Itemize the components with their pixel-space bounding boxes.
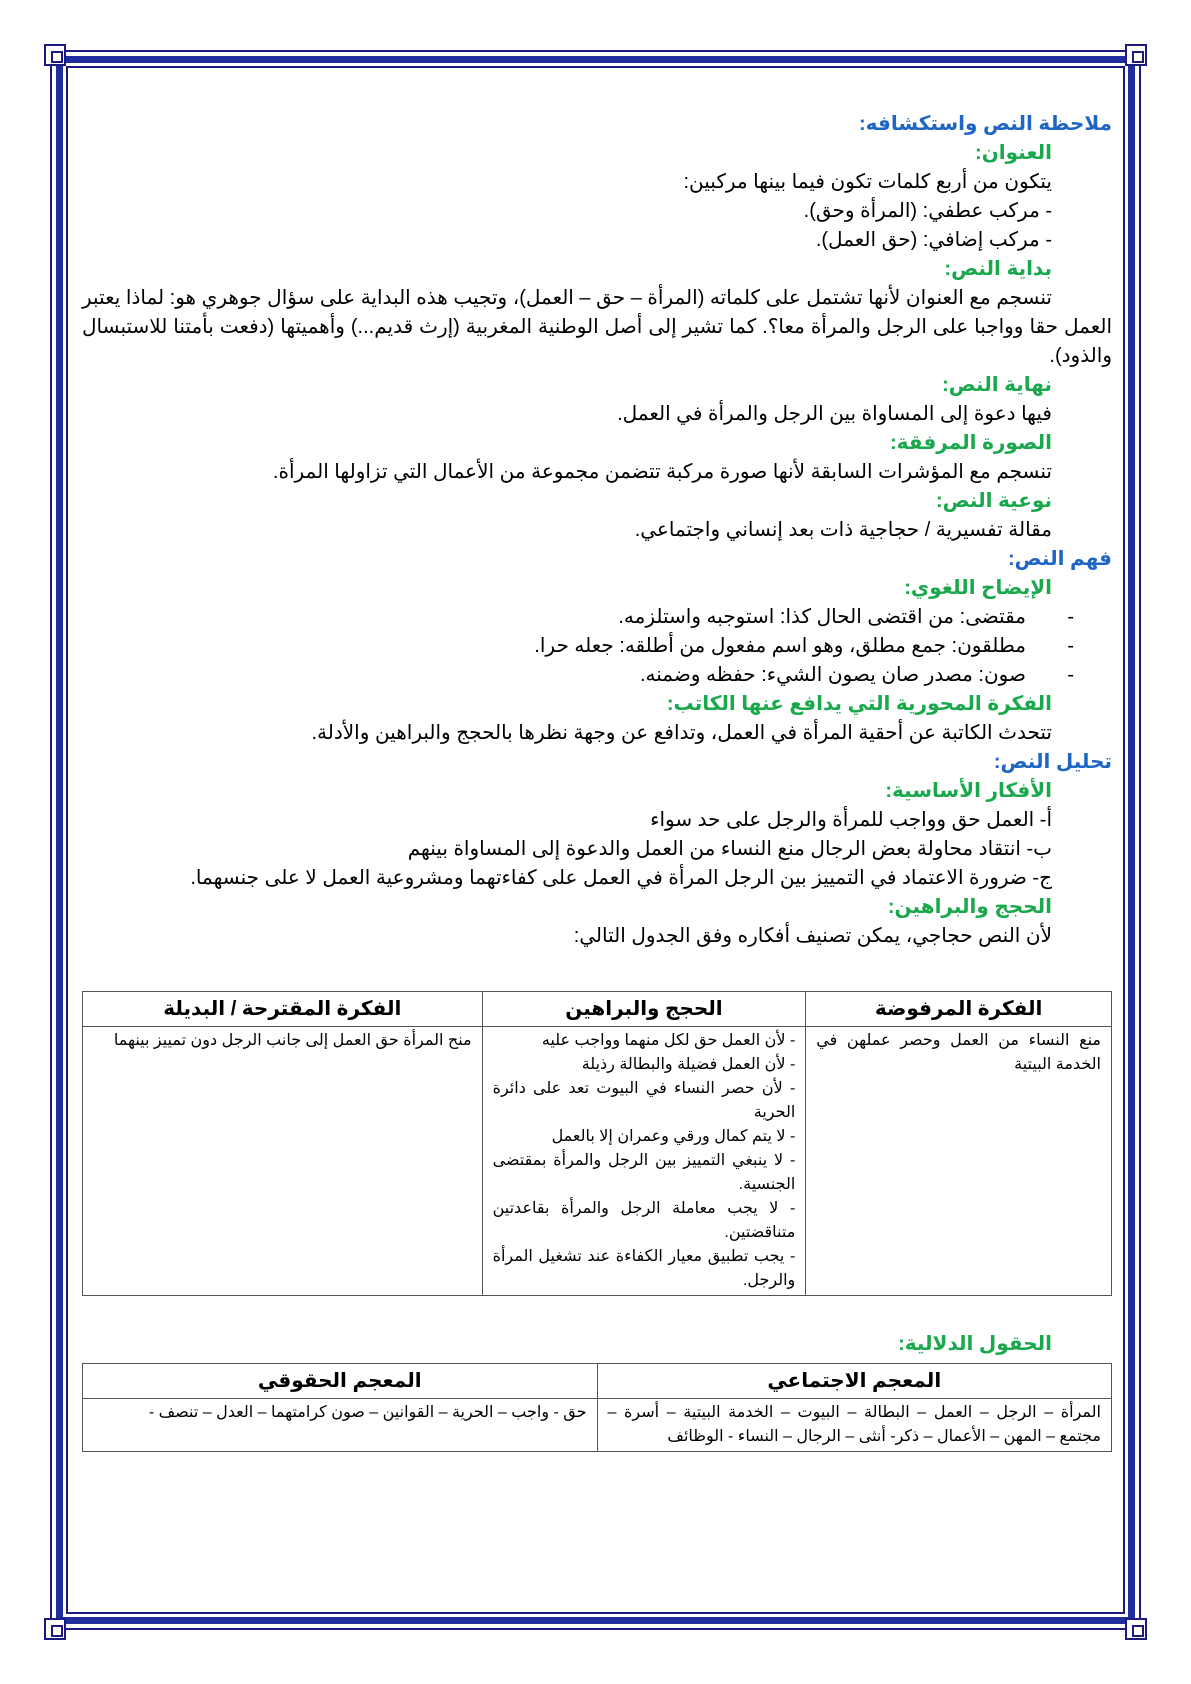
section-heading-analysis: تحليل النص: — [993, 751, 1112, 773]
argument-item: - لأن العمل حق لكل منهما وواجب عليه — [541, 1032, 796, 1049]
section-heading-understanding: فهم النص: — [1007, 548, 1112, 570]
table-header: الحجج والبراهين — [482, 992, 806, 1027]
title-item: - مركب عطفي: (المرأة وحق). — [803, 200, 1052, 222]
lexical-item: - مقتضى: من اقتضى الحال كذا: استوجبه واستلزمه. — [618, 606, 1074, 628]
central-idea-text: تتحدث الكاتبة عن أحقية المرأة في العمل، وتدافع عن وجهة نظرها بالحجج والبراهين والأدلة. — [311, 722, 1052, 744]
title-text: يتكون من أربع كلمات تكون فيما بينها مركبين: — [683, 171, 1052, 193]
subheading-end: نهاية النص: — [942, 374, 1052, 396]
section-heading-observation: ملاحظة النص واستكشافه: — [858, 113, 1112, 135]
subheading-main-ideas: الأفكار الأساسية: — [885, 780, 1052, 802]
rejected-idea-cell: منع النساء من العمل وحصر عملهن في الخدمة البيتية — [806, 1027, 1112, 1296]
subheading-start: بداية النص: — [944, 258, 1052, 280]
argument-item: - لأن حصر النساء في البيوت تعد على دائرة الحرية — [492, 1080, 796, 1121]
table-header: الفكرة المرفوضة — [806, 992, 1112, 1027]
corner-ornament — [44, 1618, 66, 1640]
legal-lexicon-cell: حق - واجب – الحرية – القوانين – صون كرامتهما – العدل – تنصف - — [83, 1399, 598, 1452]
arguments-table — [82, 991, 1112, 1296]
arguments-cell — [482, 1027, 806, 1296]
argument-item: - يجب تطبيق معيار الكفاءة عند تشغيل المرأة والرجل. — [492, 1248, 796, 1289]
proposed-idea-cell: منح المرأة حق العمل إلى جانب الرجل دون تمييز بينهما — [83, 1027, 483, 1296]
lexical-item: - صون: مصدر صان يصون الشيء: حفظه وضمنه. — [639, 664, 1074, 686]
semantic-fields-table — [82, 1363, 1112, 1452]
subheading-central-idea: الفكرة المحورية التي يدافع عنها الكاتب: — [666, 693, 1052, 715]
main-idea: ج- ضرورة الاعتماد في التمييز بين الرجل المرأة في العمل على كفاءتهما ومشروعية العمل لا على جنسهما. — [190, 867, 1052, 889]
table-header: المعجم الحقوقي — [83, 1364, 598, 1399]
table-header: الفكرة المقترحة / البديلة — [83, 992, 483, 1027]
arguments-intro: لأن النص حجاجي، يمكن تصنيف أفكاره وفق الجدول التالي: — [573, 925, 1052, 947]
main-idea: ب- انتقاد محاولة بعض الرجال منع النساء من العمل والدعوة إلى المساواة بينهم — [407, 838, 1052, 860]
subheading-lexical: الإيضاح اللغوي: — [904, 577, 1052, 599]
lexical-item: - مطلقون: جمع مطلق، وهو اسم مفعول من أطلقه: جعله حرا. — [534, 635, 1074, 657]
type-text: مقالة تفسيرية / حجاجية ذات بعد إنساني واجتماعي. — [634, 519, 1052, 541]
social-lexicon-cell: المرأة – الرجل – العمل – البطالة – البيوت – الخدمة البيتية – أسرة – مجتمع – المهن – الأعمال – ذكر- أنثى – الرجال – النساء - الوظائف — [597, 1399, 1112, 1452]
subheading-arguments: الحجج والبراهين: — [887, 896, 1052, 918]
subheading-image: الصورة المرفقة: — [890, 432, 1052, 454]
end-text: فيها دعوة إلى المساواة بين الرجل والمرأة في العمل. — [617, 403, 1052, 425]
title-item: - مركب إضافي: (حق العمل). — [815, 229, 1052, 251]
image-text: تنسجم مع المؤشرات السابقة لأنها صورة مركبة تتضمن مجموعة من الأعمال التي تزاولها المرأة. — [272, 461, 1052, 483]
subheading-type: نوعية النص: — [935, 490, 1052, 512]
argument-item: - لأن العمل فضيلة والبطالة رذيلة — [581, 1056, 796, 1073]
argument-item: - لا ينبغي التمييز بين الرجل والمرأة بمقتضى الجنسية. — [492, 1152, 796, 1193]
corner-ornament — [44, 44, 66, 66]
argument-item: - لا يتم كمال ورقي وعمران إلا بالعمل — [551, 1128, 796, 1145]
subheading-semantic-fields: الحقول الدلالية: — [898, 1333, 1052, 1355]
corner-ornament — [1125, 1618, 1147, 1640]
corner-ornament — [1125, 44, 1147, 66]
start-paragraph: تنسجم مع العنوان لأنها تشتمل على كلماته (المرأة – حق – العمل)، وتجيب هذه البداية على سؤال جوهري هو: لماذا يعتبر العمل حقا وواجبا على الرجل والمرأة معا؟. كما تشير إلى أصل الوطنية المغربية (إرث قديم...) وأهميتها (دفعت بأمتنا للاستبسال والذود). — [82, 287, 1112, 367]
main-idea: أ- العمل حق وواجب للمرأة والرجل على حد سواء — [650, 809, 1052, 831]
document-body — [82, 110, 1112, 1452]
argument-item: - لا يجب معاملة الرجل والمرأة بقاعدتين متناقضتين. — [492, 1200, 796, 1241]
table-header: المعجم الاجتماعي — [597, 1364, 1112, 1399]
subheading-title: العنوان: — [975, 142, 1052, 164]
